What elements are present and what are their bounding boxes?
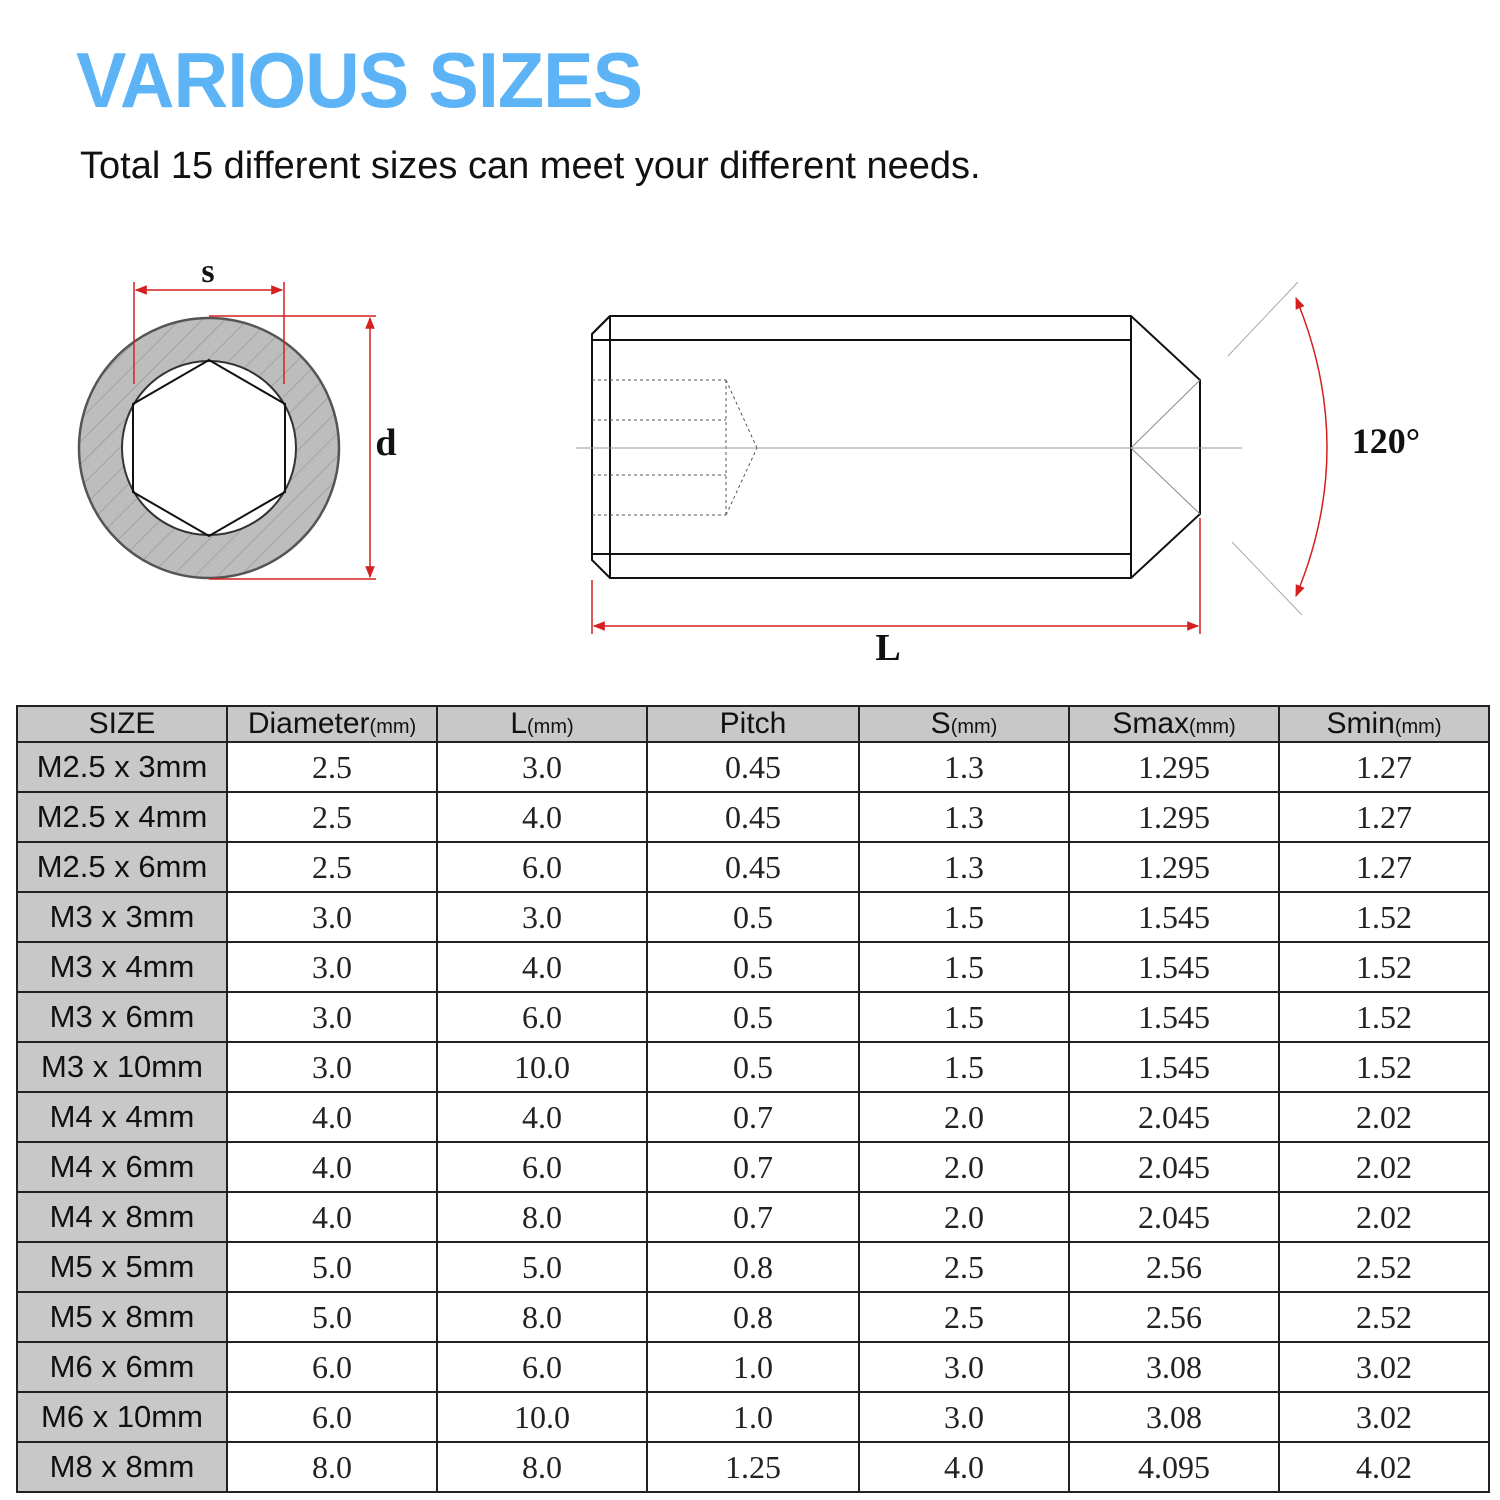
header-pitch: Pitch bbox=[647, 706, 859, 742]
label-angle: 120° bbox=[1351, 421, 1421, 461]
cell-length: 6.0 bbox=[437, 1142, 647, 1192]
cell-size: M4 x 6mm bbox=[17, 1142, 227, 1192]
table-row bbox=[17, 1442, 1489, 1492]
cell-smax: 1.295 bbox=[1069, 742, 1279, 792]
cell-smin: 1.27 bbox=[1279, 792, 1489, 842]
page-subtitle: Total 15 different sizes can meet your different needs. bbox=[80, 145, 981, 187]
cell-diameter: 3.0 bbox=[227, 892, 437, 942]
cell-s: 2.5 bbox=[859, 1292, 1069, 1342]
cell-smax: 1.545 bbox=[1069, 1042, 1279, 1092]
table-row bbox=[17, 1392, 1489, 1442]
cell-diameter: 3.0 bbox=[227, 942, 437, 992]
cell-size: M8 x 8mm bbox=[17, 1442, 227, 1492]
cell-s: 2.0 bbox=[859, 1092, 1069, 1142]
table-row bbox=[17, 792, 1489, 842]
cell-length: 8.0 bbox=[437, 1192, 647, 1242]
cell-diameter: 2.5 bbox=[227, 742, 437, 792]
side-view bbox=[576, 316, 1242, 578]
table-row bbox=[17, 1292, 1489, 1342]
cell-smax: 1.295 bbox=[1069, 792, 1279, 842]
cell-pitch: 0.5 bbox=[647, 892, 859, 942]
cell-length: 10.0 bbox=[437, 1392, 647, 1442]
cell-length: 8.0 bbox=[437, 1292, 647, 1342]
cell-length: 3.0 bbox=[437, 742, 647, 792]
cell-pitch: 0.7 bbox=[647, 1192, 859, 1242]
cell-s: 3.0 bbox=[859, 1392, 1069, 1442]
cell-pitch: 0.5 bbox=[647, 942, 859, 992]
header-smax: Smax(mm) bbox=[1069, 706, 1279, 742]
cell-s: 1.5 bbox=[859, 942, 1069, 992]
cell-smin: 1.52 bbox=[1279, 942, 1489, 992]
cell-diameter: 4.0 bbox=[227, 1192, 437, 1242]
cell-s: 1.5 bbox=[859, 892, 1069, 942]
cell-size: M3 x 3mm bbox=[17, 892, 227, 942]
cell-s: 2.5 bbox=[859, 1242, 1069, 1292]
table-header-row bbox=[17, 706, 1489, 742]
cell-size: M6 x 10mm bbox=[17, 1392, 227, 1442]
table-row bbox=[17, 1192, 1489, 1242]
cell-smax: 4.095 bbox=[1069, 1442, 1279, 1492]
cell-smax: 1.545 bbox=[1069, 942, 1279, 992]
cell-pitch: 0.45 bbox=[647, 742, 859, 792]
cell-length: 8.0 bbox=[437, 1442, 647, 1492]
header-diameter: Diameter(mm) bbox=[227, 706, 437, 742]
table-row bbox=[17, 1042, 1489, 1092]
cell-diameter: 4.0 bbox=[227, 1092, 437, 1142]
cell-diameter: 4.0 bbox=[227, 1142, 437, 1192]
cell-diameter: 6.0 bbox=[227, 1342, 437, 1392]
cell-smin: 1.52 bbox=[1279, 992, 1489, 1042]
cell-size: M4 x 8mm bbox=[17, 1192, 227, 1242]
cell-smax: 2.045 bbox=[1069, 1142, 1279, 1192]
cell-pitch: 1.25 bbox=[647, 1442, 859, 1492]
cell-size: M4 x 4mm bbox=[17, 1092, 227, 1142]
cell-smax: 1.545 bbox=[1069, 892, 1279, 942]
cell-s: 4.0 bbox=[859, 1442, 1069, 1492]
cell-diameter: 5.0 bbox=[227, 1242, 437, 1292]
table-row bbox=[17, 742, 1489, 792]
cell-length: 5.0 bbox=[437, 1242, 647, 1292]
table-row bbox=[17, 1092, 1489, 1142]
cell-length: 6.0 bbox=[437, 1342, 647, 1392]
header-size: SIZE bbox=[17, 706, 227, 742]
table-row bbox=[17, 942, 1489, 992]
cell-s: 2.0 bbox=[859, 1192, 1069, 1242]
cell-size: M5 x 5mm bbox=[17, 1242, 227, 1292]
cell-size: M2.5 x 4mm bbox=[17, 792, 227, 842]
screw-diagram bbox=[0, 250, 1500, 680]
cell-smax: 3.08 bbox=[1069, 1342, 1279, 1392]
size-spec-table bbox=[16, 705, 1490, 1493]
cell-pitch: 0.45 bbox=[647, 792, 859, 842]
cell-pitch: 0.5 bbox=[647, 992, 859, 1042]
cell-pitch: 1.0 bbox=[647, 1342, 859, 1392]
cell-smin: 2.02 bbox=[1279, 1192, 1489, 1242]
end-view bbox=[79, 318, 339, 578]
cell-length: 4.0 bbox=[437, 942, 647, 992]
cell-diameter: 8.0 bbox=[227, 1442, 437, 1492]
cell-smax: 2.56 bbox=[1069, 1292, 1279, 1342]
cell-diameter: 6.0 bbox=[227, 1392, 437, 1442]
cell-smin: 2.52 bbox=[1279, 1242, 1489, 1292]
label-l: L bbox=[875, 627, 901, 669]
table-row bbox=[17, 842, 1489, 892]
cell-smin: 2.02 bbox=[1279, 1142, 1489, 1192]
cell-pitch: 0.5 bbox=[647, 1042, 859, 1092]
cell-s: 1.5 bbox=[859, 992, 1069, 1042]
cell-length: 4.0 bbox=[437, 1092, 647, 1142]
cell-diameter: 2.5 bbox=[227, 792, 437, 842]
cell-s: 3.0 bbox=[859, 1342, 1069, 1392]
cell-pitch: 0.8 bbox=[647, 1242, 859, 1292]
table-row bbox=[17, 992, 1489, 1042]
header-smin: Smin(mm) bbox=[1279, 706, 1489, 742]
cell-length: 6.0 bbox=[437, 992, 647, 1042]
cell-s: 1.3 bbox=[859, 842, 1069, 892]
cell-smin: 1.27 bbox=[1279, 842, 1489, 892]
cell-smax: 2.045 bbox=[1069, 1192, 1279, 1242]
cell-length: 3.0 bbox=[437, 892, 647, 942]
cell-size: M3 x 4mm bbox=[17, 942, 227, 992]
angle-indicator bbox=[1228, 282, 1327, 615]
cell-diameter: 5.0 bbox=[227, 1292, 437, 1342]
cell-smax: 1.545 bbox=[1069, 992, 1279, 1042]
cell-pitch: 0.8 bbox=[647, 1292, 859, 1342]
cell-pitch: 0.7 bbox=[647, 1092, 859, 1142]
header-length: L(mm) bbox=[437, 706, 647, 742]
page-title: VARIOUS SIZES bbox=[76, 36, 643, 124]
cell-s: 1.3 bbox=[859, 792, 1069, 842]
cell-smax: 1.295 bbox=[1069, 842, 1279, 892]
cell-pitch: 0.7 bbox=[647, 1142, 859, 1192]
cell-s: 1.3 bbox=[859, 742, 1069, 792]
table-row bbox=[17, 892, 1489, 942]
cell-smin: 4.02 bbox=[1279, 1442, 1489, 1492]
table-row bbox=[17, 1342, 1489, 1392]
cell-diameter: 2.5 bbox=[227, 842, 437, 892]
cell-length: 6.0 bbox=[437, 842, 647, 892]
cell-smax: 2.045 bbox=[1069, 1092, 1279, 1142]
label-d: d bbox=[375, 422, 397, 464]
dimension-l bbox=[592, 518, 1200, 634]
cell-smax: 2.56 bbox=[1069, 1242, 1279, 1292]
cell-s: 2.0 bbox=[859, 1142, 1069, 1192]
cell-diameter: 3.0 bbox=[227, 1042, 437, 1092]
table-row bbox=[17, 1242, 1489, 1292]
cell-smin: 3.02 bbox=[1279, 1392, 1489, 1442]
cell-smin: 1.52 bbox=[1279, 1042, 1489, 1092]
label-s: s bbox=[201, 253, 215, 290]
cell-smax: 3.08 bbox=[1069, 1392, 1279, 1442]
cell-smin: 2.02 bbox=[1279, 1092, 1489, 1142]
cell-smin: 3.02 bbox=[1279, 1342, 1489, 1392]
table-row bbox=[17, 1142, 1489, 1192]
cell-smin: 1.52 bbox=[1279, 892, 1489, 942]
cell-size: M2.5 x 6mm bbox=[17, 842, 227, 892]
cell-length: 4.0 bbox=[437, 792, 647, 842]
cell-diameter: 3.0 bbox=[227, 992, 437, 1042]
header-s: S(mm) bbox=[859, 706, 1069, 742]
cell-size: M6 x 6mm bbox=[17, 1342, 227, 1392]
cell-smin: 1.27 bbox=[1279, 742, 1489, 792]
cell-pitch: 0.45 bbox=[647, 842, 859, 892]
cell-pitch: 1.0 bbox=[647, 1392, 859, 1442]
cell-size: M3 x 10mm bbox=[17, 1042, 227, 1092]
cell-s: 1.5 bbox=[859, 1042, 1069, 1092]
cell-size: M3 x 6mm bbox=[17, 992, 227, 1042]
cell-size: M2.5 x 3mm bbox=[17, 742, 227, 792]
cell-size: M5 x 8mm bbox=[17, 1292, 227, 1342]
cell-smin: 2.52 bbox=[1279, 1292, 1489, 1342]
cell-length: 10.0 bbox=[437, 1042, 647, 1092]
